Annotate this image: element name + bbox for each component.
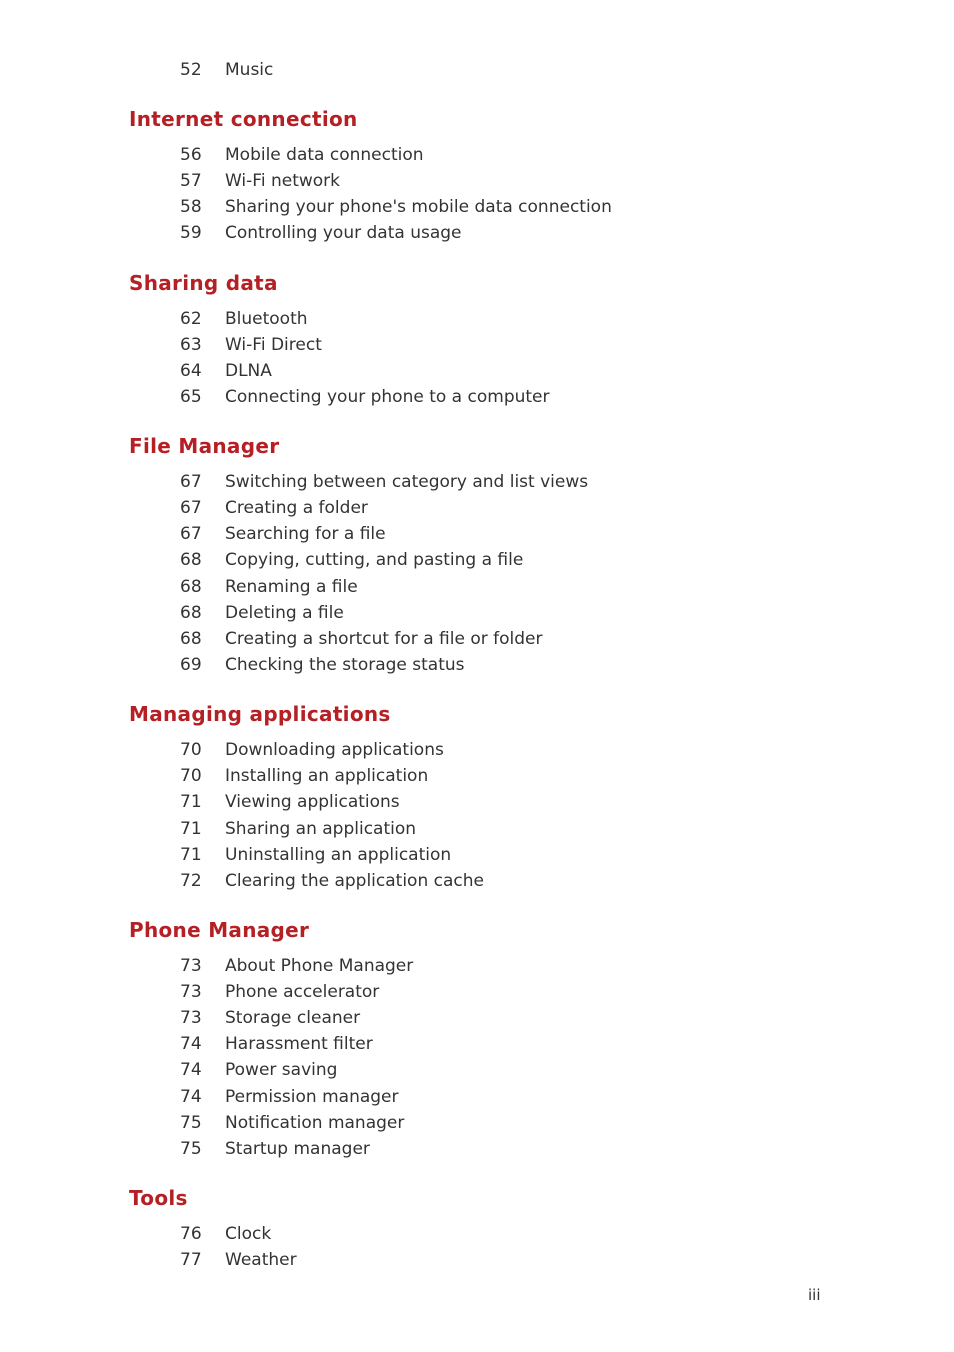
entry-page: 73 — [180, 982, 202, 1002]
entry-title: Creating a shortcut for a file or folder — [225, 629, 543, 649]
section-heading: Internet connection — [129, 107, 358, 131]
toc-entry — [180, 524, 386, 544]
entry-title: DLNA — [225, 361, 272, 381]
entry-page: 62 — [180, 309, 202, 329]
entry-title: Connecting your phone to a computer — [225, 387, 550, 407]
toc-entry — [180, 335, 322, 355]
toc-entry — [180, 60, 273, 80]
entry-title: Uninstalling an application — [225, 845, 452, 865]
entry-title: Harassment filter — [225, 1034, 373, 1054]
entry-page: 74 — [180, 1034, 202, 1054]
entry-title: Weather — [225, 1250, 297, 1270]
toc-entry — [180, 223, 462, 243]
entry-page: 68 — [180, 629, 202, 649]
entry-title: Checking the storage status — [225, 655, 465, 675]
toc-entry — [180, 498, 368, 518]
entry-page: 75 — [180, 1113, 202, 1133]
toc-entry — [180, 792, 400, 812]
toc-entry — [180, 740, 444, 760]
entry-title: Clearing the application cache — [225, 871, 484, 891]
toc-entry — [180, 603, 344, 623]
section-heading: Sharing data — [129, 271, 278, 295]
entry-page: 76 — [180, 1224, 202, 1244]
entry-title: Sharing an application — [225, 819, 417, 839]
entry-page: 72 — [180, 871, 202, 891]
toc-entry — [180, 1034, 373, 1054]
entry-page: 64 — [180, 361, 202, 381]
entry-page: 52 — [180, 60, 202, 80]
toc-entry — [180, 956, 413, 976]
entry-page: 58 — [180, 197, 202, 217]
toc-entry — [180, 1008, 360, 1028]
entry-page: 73 — [180, 1008, 202, 1028]
section-heading: Tools — [129, 1186, 188, 1210]
entry-page: 77 — [180, 1250, 202, 1270]
entry-page: 68 — [180, 603, 202, 623]
toc-entry — [180, 171, 340, 191]
entry-title: Wi-Fi network — [225, 171, 340, 191]
entry-page: 67 — [180, 524, 202, 544]
toc-entry — [180, 197, 612, 217]
section-heading: Phone Manager — [129, 918, 310, 942]
entry-title: Deleting a file — [225, 603, 344, 623]
toc-entry — [180, 655, 465, 675]
entry-page: 70 — [180, 740, 202, 760]
entry-page: 67 — [180, 498, 202, 518]
entry-title: Installing an application — [225, 766, 429, 786]
toc-entry — [180, 982, 379, 1002]
entry-page: 67 — [180, 472, 202, 492]
entry-page: 71 — [180, 845, 202, 865]
entry-title: Storage cleaner — [225, 1008, 361, 1028]
entry-title: Searching for a file — [225, 524, 386, 544]
entry-page: 63 — [180, 335, 202, 355]
entry-title: About Phone Manager — [225, 956, 414, 976]
entry-title: Power saving — [225, 1060, 338, 1080]
toc-entry — [180, 1224, 271, 1244]
entry-page: 68 — [180, 550, 202, 570]
toc-entry — [180, 361, 272, 381]
entry-page: 73 — [180, 956, 202, 976]
entry-title: Mobile data connection — [225, 145, 424, 165]
toc-entry — [180, 577, 358, 597]
entry-title: Switching between category and list views — [225, 472, 589, 492]
toc-entry — [180, 819, 416, 839]
toc-entry — [180, 1113, 404, 1133]
entry-title: Phone accelerator — [225, 982, 380, 1002]
entry-title: Clock — [225, 1224, 272, 1244]
toc-entry — [180, 472, 588, 492]
entry-title: Permission manager — [225, 1087, 399, 1107]
entry-title: Renaming a file — [225, 577, 358, 597]
toc-entry — [180, 1087, 399, 1107]
entry-title: Sharing your phone's mobile data connection — [225, 197, 612, 217]
entry-title: Creating a folder — [225, 498, 368, 518]
entry-title: Bluetooth — [225, 309, 308, 329]
entry-title: Downloading applications — [225, 740, 444, 760]
entry-title: Music — [225, 60, 274, 80]
entry-title: Startup manager — [225, 1139, 370, 1159]
entry-page: 59 — [180, 223, 202, 243]
toc-entry — [180, 309, 308, 329]
toc-entry — [180, 845, 451, 865]
entry-page: 74 — [180, 1087, 202, 1107]
entry-title: Copying, cutting, and pasting a file — [225, 550, 524, 570]
section-heading: Managing applications — [129, 702, 391, 726]
toc-entry — [180, 1250, 297, 1270]
toc-entry — [180, 145, 424, 165]
entry-title: Viewing applications — [225, 792, 400, 812]
entry-page: 68 — [180, 577, 202, 597]
entry-page: 69 — [180, 655, 202, 675]
entry-page: 65 — [180, 387, 202, 407]
entry-page: 56 — [180, 145, 202, 165]
entry-page: 70 — [180, 766, 202, 786]
toc-entry — [180, 766, 428, 786]
toc-entry — [180, 1060, 337, 1080]
toc-entry — [180, 629, 542, 649]
entry-title: Notification manager — [225, 1113, 405, 1133]
entry-page: 75 — [180, 1139, 202, 1159]
entry-page: 71 — [180, 792, 202, 812]
entry-title: Wi-Fi Direct — [225, 335, 322, 355]
toc-entry — [180, 871, 484, 891]
entry-page: 74 — [180, 1060, 202, 1080]
entry-page: 57 — [180, 171, 202, 191]
toc-entry — [180, 387, 550, 407]
footer-page-number: iii — [808, 1286, 821, 1304]
entry-title: Controlling your data usage — [225, 223, 462, 243]
section-heading: File Manager — [129, 434, 280, 458]
entry-page: 71 — [180, 819, 202, 839]
toc-entry — [180, 550, 523, 570]
toc-entry — [180, 1139, 370, 1159]
